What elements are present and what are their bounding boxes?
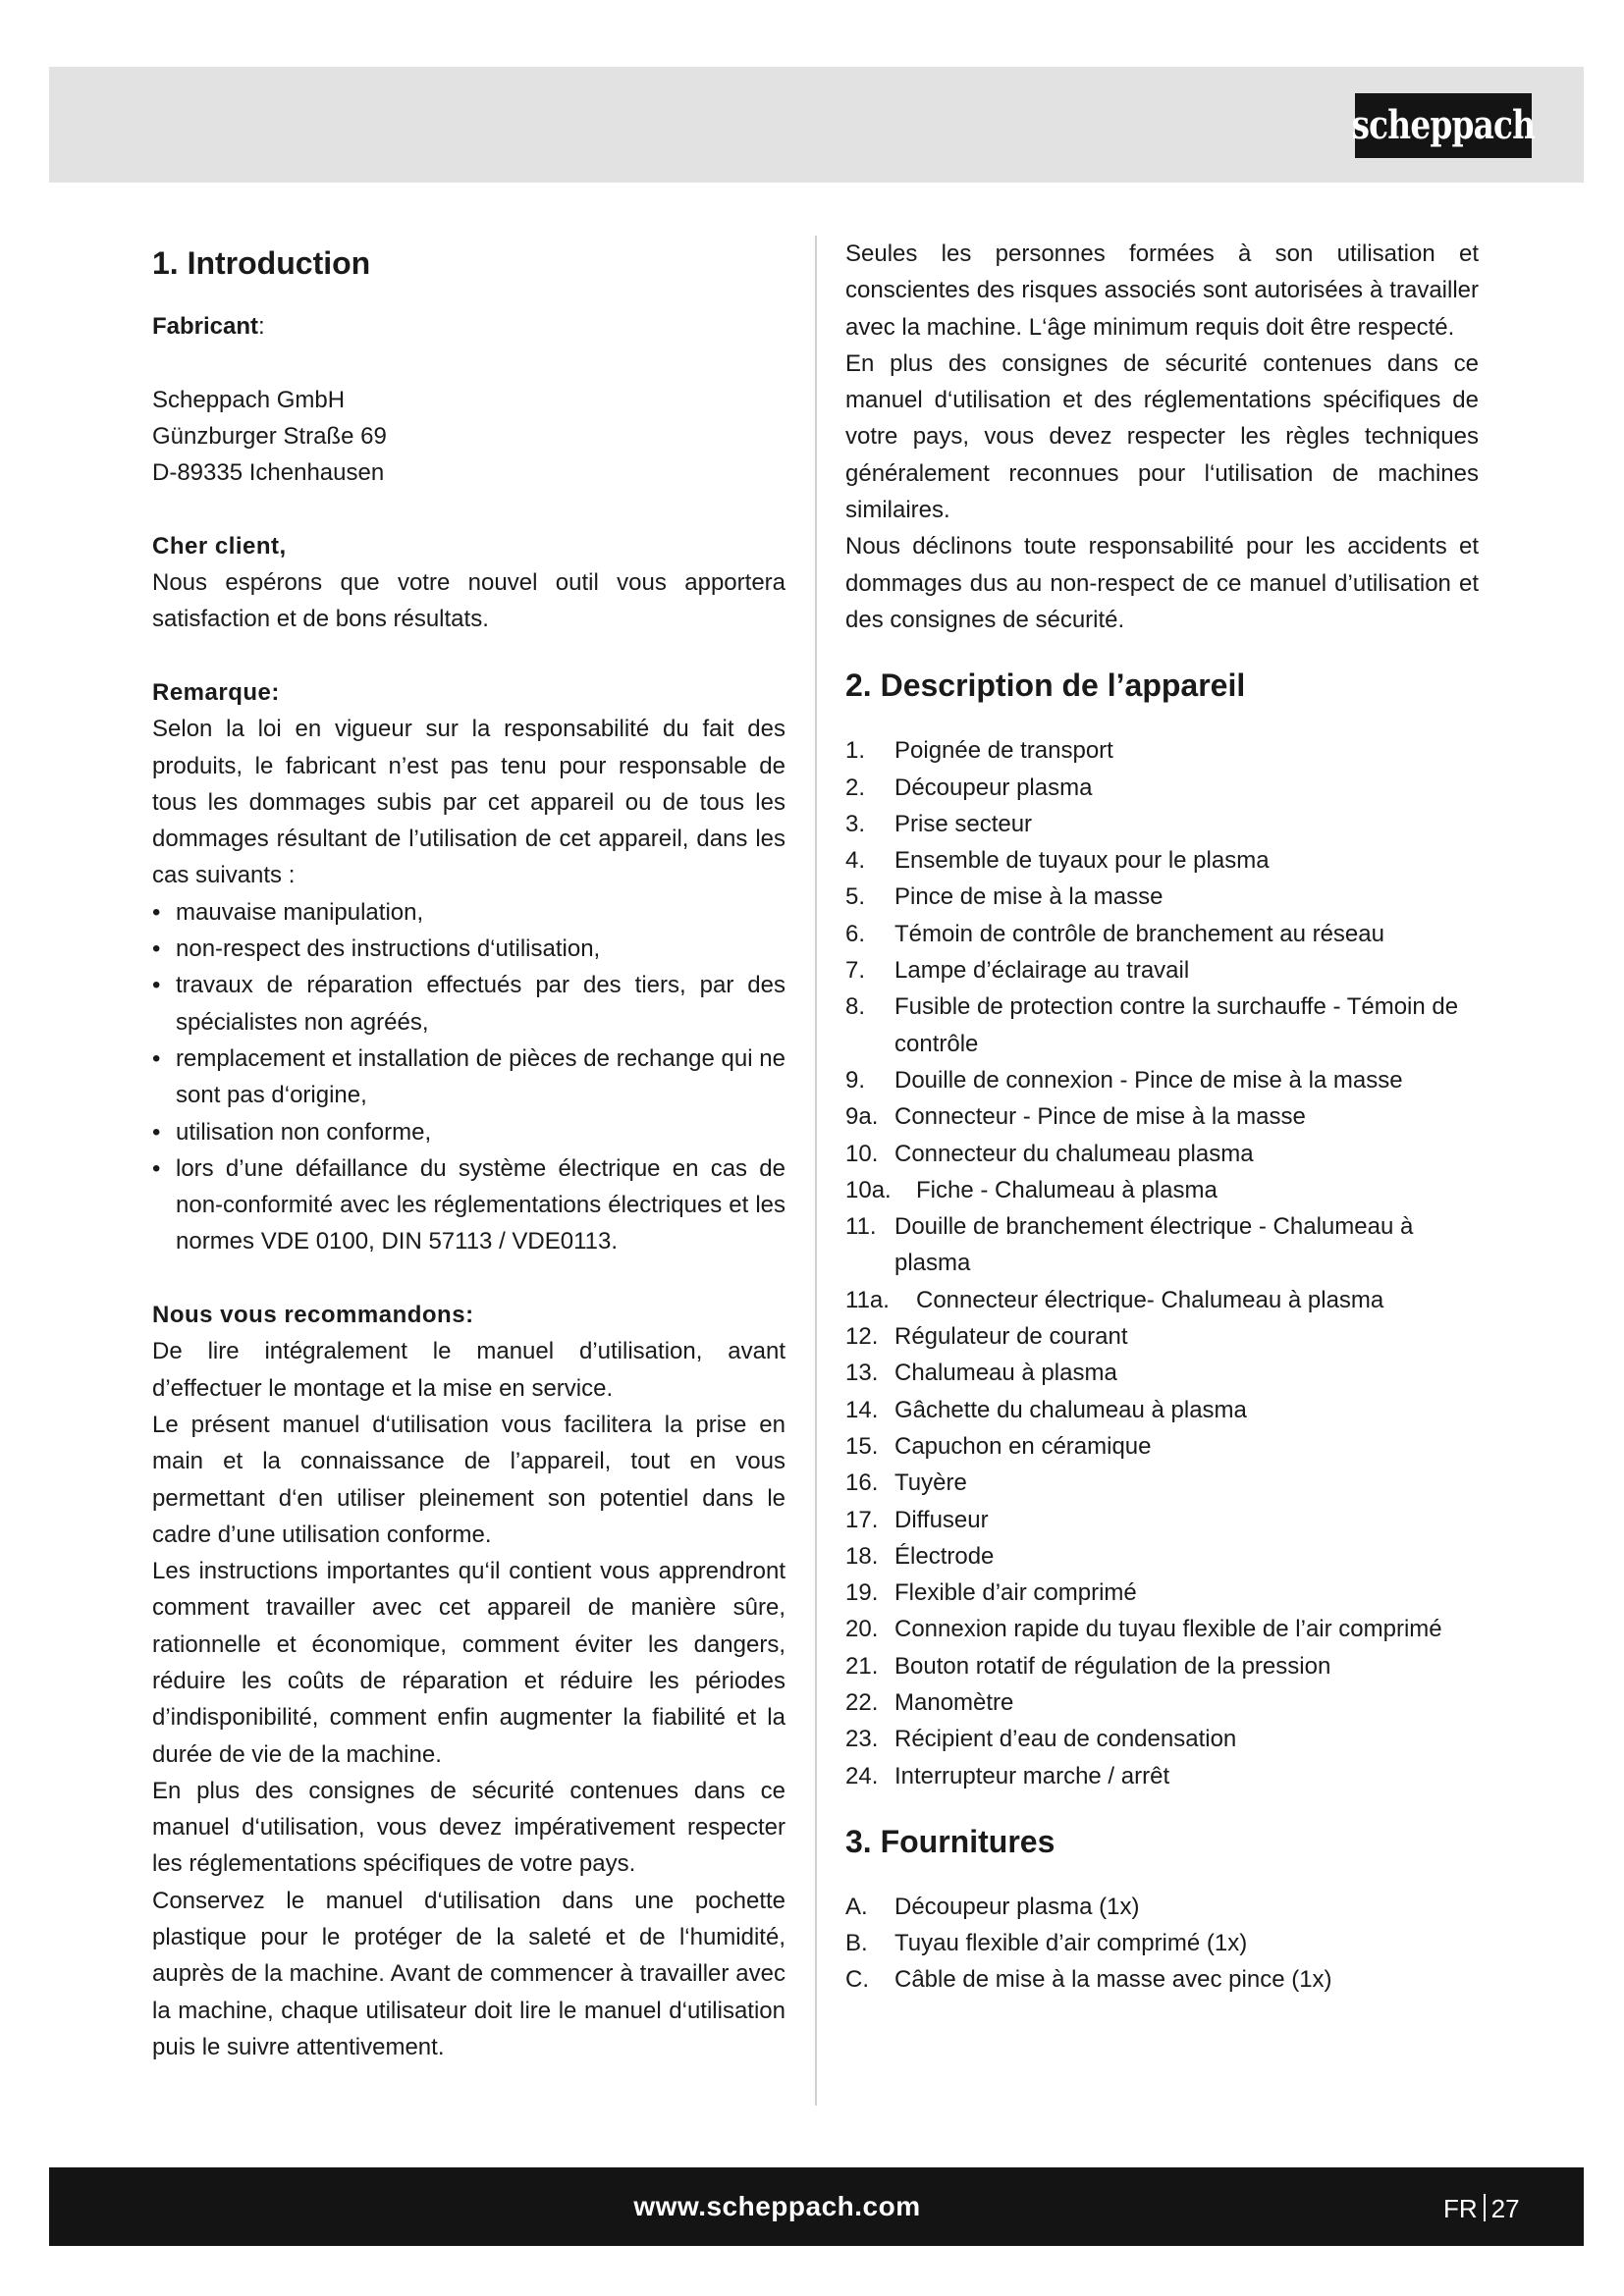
remark-bullet: • mauvaise manipulation,	[152, 894, 785, 931]
item-text: Bouton rotatif de régulation de la pression	[894, 1652, 1331, 1680]
item-number: 8.	[845, 993, 866, 1021]
item-text: Flexible d’air comprimé	[894, 1579, 1137, 1607]
item-number: C.	[845, 1966, 869, 1994]
intro-paragraph: Nous espérons que votre nouvel outil vous apportera satisfaction et de bons résultats.	[152, 569, 785, 633]
item-text: Connecteur du chalumeau plasma	[894, 1140, 1254, 1167]
item-number: 10.	[845, 1140, 879, 1167]
section-title-supplies: 3. Fournitures	[845, 1823, 1056, 1859]
remark-bullet: • lors d’une défaillance du système électrique en cas de non-conformité avec les réglementations électriques et les normes VDE 0100, DIN 57113 / VDE0113.	[152, 1150, 785, 1260]
item-text: Tuyère	[894, 1469, 967, 1497]
description-item	[845, 1428, 1479, 1465]
item-number: 19.	[845, 1579, 879, 1607]
item-number: 7.	[845, 957, 866, 985]
address-line: Scheppach GmbH	[152, 386, 346, 413]
section-title-introduction: 1. Introduction	[152, 245, 371, 281]
footer-bar	[49, 2167, 1584, 2246]
item-number: 16.	[845, 1469, 879, 1497]
manufacturer-line	[152, 308, 785, 345]
description-item	[845, 1172, 1479, 1208]
supplies-item	[845, 1889, 1479, 1925]
footer-page-number: 27	[1490, 2194, 1520, 2223]
item-number: 20.	[845, 1616, 879, 1643]
item-number: 14.	[845, 1396, 879, 1423]
item-text: Poignée de transport	[894, 737, 1113, 765]
description-item	[845, 1392, 1479, 1428]
item-number: 24.	[845, 1762, 879, 1789]
supplies-item	[845, 1961, 1479, 1998]
description-item	[845, 1648, 1479, 1684]
description-item	[845, 1136, 1479, 1172]
item-number: 6.	[845, 920, 866, 947]
description-item	[845, 1611, 1479, 1647]
description-item	[845, 1538, 1479, 1575]
scheppach-logo	[1351, 93, 1536, 158]
item-text: Capuchon en céramique	[894, 1432, 1152, 1460]
remark-bullet: • travaux de réparation effectués par des tiers, par des spécialistes non agréés,	[152, 967, 785, 1041]
description-item	[845, 988, 1479, 1062]
safety-paragraph: Seules les personnes formées à son utilisation et conscientes des risques associés sont autorisées à travailler avec la machine. L‘âge minimum requis doit être respecté.	[845, 240, 1479, 341]
item-number: 23.	[845, 1726, 879, 1753]
description-item	[845, 1758, 1479, 1794]
item-text: Chalumeau à plasma	[894, 1360, 1117, 1387]
description-item	[845, 1502, 1479, 1538]
right-column	[845, 236, 1479, 1999]
dear-customer-heading: Cher client,	[152, 532, 287, 560]
footer-page-indicator	[1443, 2167, 1520, 2246]
item-text: Douille de branchement électrique - Chalumeau à plasma	[894, 1213, 1414, 1277]
item-text: Connecteur électrique- Chalumeau à plasma	[916, 1286, 1384, 1313]
recommend-paragraph: Les instructions importantes qu‘il contient vous apprendront comment travailler avec cet appareil de manière sûre, rationnelle et économique, comment éviter les dangers, réduire les coûts de réparation et réduire les périodes d’indisponibilité, comment enfin augmenter la fiabilité et la durée de vie de la machine.	[152, 1558, 785, 1768]
description-item	[845, 1355, 1479, 1391]
supplies-list	[845, 1889, 1479, 1999]
description-item	[845, 806, 1479, 842]
description-item	[845, 1465, 1479, 1501]
left-column	[152, 236, 785, 2065]
item-text: Prise secteur	[894, 810, 1033, 837]
item-text: Découpeur plasma (1x)	[894, 1893, 1140, 1920]
item-number: 22.	[845, 1688, 879, 1716]
recommend-paragraph: Le présent manuel d‘utilisation vous facilitera la prise en main et la connaissance de l’appareil, tout en vous permettant d‘en utiliser pleinement son potentiel dans le cadre d’une utilisation conforme.	[152, 1411, 785, 1548]
description-item	[845, 1318, 1479, 1355]
item-number: 10a.	[845, 1176, 892, 1203]
item-text: Tuyau flexible d’air comprimé (1x)	[894, 1930, 1248, 1957]
item-text: Câble de mise à la masse avec pince (1x)	[894, 1966, 1332, 1994]
remark-bullet: • utilisation non conforme,	[152, 1114, 785, 1150]
recommend-paragraph: En plus des consignes de sécurité contenues dans ce manuel d‘utilisation, vous devez impérativement respecter les réglementations spécifiques de votre pays.	[152, 1777, 785, 1878]
description-item	[845, 1062, 1479, 1098]
item-text: Gâchette du chalumeau à plasma	[894, 1396, 1247, 1423]
item-text: Électrode	[894, 1542, 995, 1570]
item-text: Douille de connexion - Pince de mise à la masse	[894, 1066, 1403, 1094]
description-item	[845, 1098, 1479, 1135]
recommend-paragraph: De lire intégralement le manuel d’utilisation, avant d’effectuer le montage et la mise en service.	[152, 1338, 785, 1402]
logo-text: scheppach	[1351, 102, 1536, 148]
item-number: 9a.	[845, 1103, 879, 1131]
item-text: Manomètre	[894, 1688, 1014, 1716]
item-number: B.	[845, 1930, 868, 1957]
item-text: Lampe d’éclairage au travail	[894, 957, 1190, 985]
item-number: 3.	[845, 810, 866, 837]
section-title-description: 2. Description de l’appareil	[845, 667, 1246, 704]
column-divider	[815, 236, 817, 2106]
item-number: 2.	[845, 774, 866, 801]
item-number: 21.	[845, 1652, 879, 1680]
description-item	[845, 952, 1479, 988]
item-text: Régulateur de courant	[894, 1323, 1128, 1351]
safety-paragraph: Nous déclinons toute responsabilité pour les accidents et dommages dus au non-respect de ce manuel d’utilisation et des consignes de sécurité.	[845, 533, 1479, 633]
address-line: D-89335 Ichenhausen	[152, 459, 385, 487]
item-text: Interrupteur marche / arrêt	[894, 1762, 1170, 1789]
item-text: Connecteur - Pince de mise à la masse	[894, 1103, 1306, 1131]
remark-bullet-list	[152, 894, 785, 1260]
supplies-item	[845, 1925, 1479, 1961]
item-number: 15.	[845, 1432, 879, 1460]
item-text: Découpeur plasma	[894, 774, 1093, 801]
item-text: Récipient d’eau de condensation	[894, 1726, 1237, 1753]
item-text: Ensemble de tuyaux pour le plasma	[894, 847, 1270, 875]
item-number: 18.	[845, 1542, 879, 1570]
description-item	[845, 1575, 1479, 1611]
item-number: 5.	[845, 883, 866, 911]
item-number: 17.	[845, 1506, 879, 1533]
description-item	[845, 879, 1479, 915]
description-item	[845, 770, 1479, 806]
remark-bullet: • non-respect des instructions d‘utilisation,	[152, 931, 785, 967]
description-item	[845, 1282, 1479, 1318]
recommend-heading: Nous vous recommandons:	[152, 1302, 474, 1329]
item-text: Témoin de contrôle de branchement au réseau	[894, 920, 1384, 947]
footer-language: FR	[1443, 2194, 1478, 2223]
item-number: A.	[845, 1893, 868, 1920]
item-text: Fusible de protection contre la surchauffe - Témoin de contrôle	[894, 993, 1459, 1057]
recommend-paragraph: Conservez le manuel d‘utilisation dans une pochette plastique pour le protéger de la saleté et de l‘humidité, auprès de la machine. Avant de commencer à travailler avec la machine, chaque utilisateur doit lire le manuel d‘utilisation puis le suivre attentivement.	[152, 1887, 785, 2060]
description-item	[845, 732, 1479, 769]
item-text: Fiche - Chalumeau à plasma	[916, 1176, 1218, 1203]
item-number: 12.	[845, 1323, 879, 1351]
item-text: Diffuseur	[894, 1506, 989, 1533]
item-text: Pince de mise à la masse	[894, 883, 1164, 911]
item-number: 1.	[845, 737, 866, 765]
safety-paragraph: En plus des consignes de sécurité contenues dans ce manuel d‘utilisation et des réglementations spécifiques de votre pays, vous devez respecter les règles techniques généralement reconnues pour l‘utilisation de machines similaires.	[845, 349, 1479, 524]
description-item	[845, 1721, 1479, 1757]
description-item	[845, 842, 1479, 879]
description-item	[845, 916, 1479, 952]
item-text: Connexion rapide du tuyau flexible de l’air comprimé	[894, 1616, 1442, 1643]
manufacturer-label: Fabricant	[152, 313, 259, 340]
item-number: 13.	[845, 1360, 879, 1387]
footer-url: www.scheppach.com	[633, 2191, 921, 2221]
address-line: Günzburger Straße 69	[152, 422, 387, 450]
item-number: 11.	[845, 1213, 877, 1241]
description-item	[845, 1684, 1479, 1721]
footer-separator	[1484, 2194, 1486, 2221]
item-number: 9.	[845, 1066, 866, 1094]
remark-bullet: • remplacement et installation de pièces de rechange qui ne sont pas d‘origine,	[152, 1041, 785, 1114]
remark-heading: Remarque:	[152, 678, 280, 706]
manufacturer-colon: :	[258, 313, 265, 340]
description-item	[845, 1208, 1479, 1282]
remark-paragraph: Selon la loi en vigueur sur la responsabilité du fait des produits, le fabricant n’est pas tenu pour responsable de tous les dommages subis par cet appareil ou de tous les dommages résultant de l’utilisation de cet appareil, dans les cas suivants :	[152, 716, 785, 889]
item-number: 11a.	[845, 1286, 890, 1313]
description-list	[845, 732, 1479, 1794]
item-number: 4.	[845, 847, 866, 875]
